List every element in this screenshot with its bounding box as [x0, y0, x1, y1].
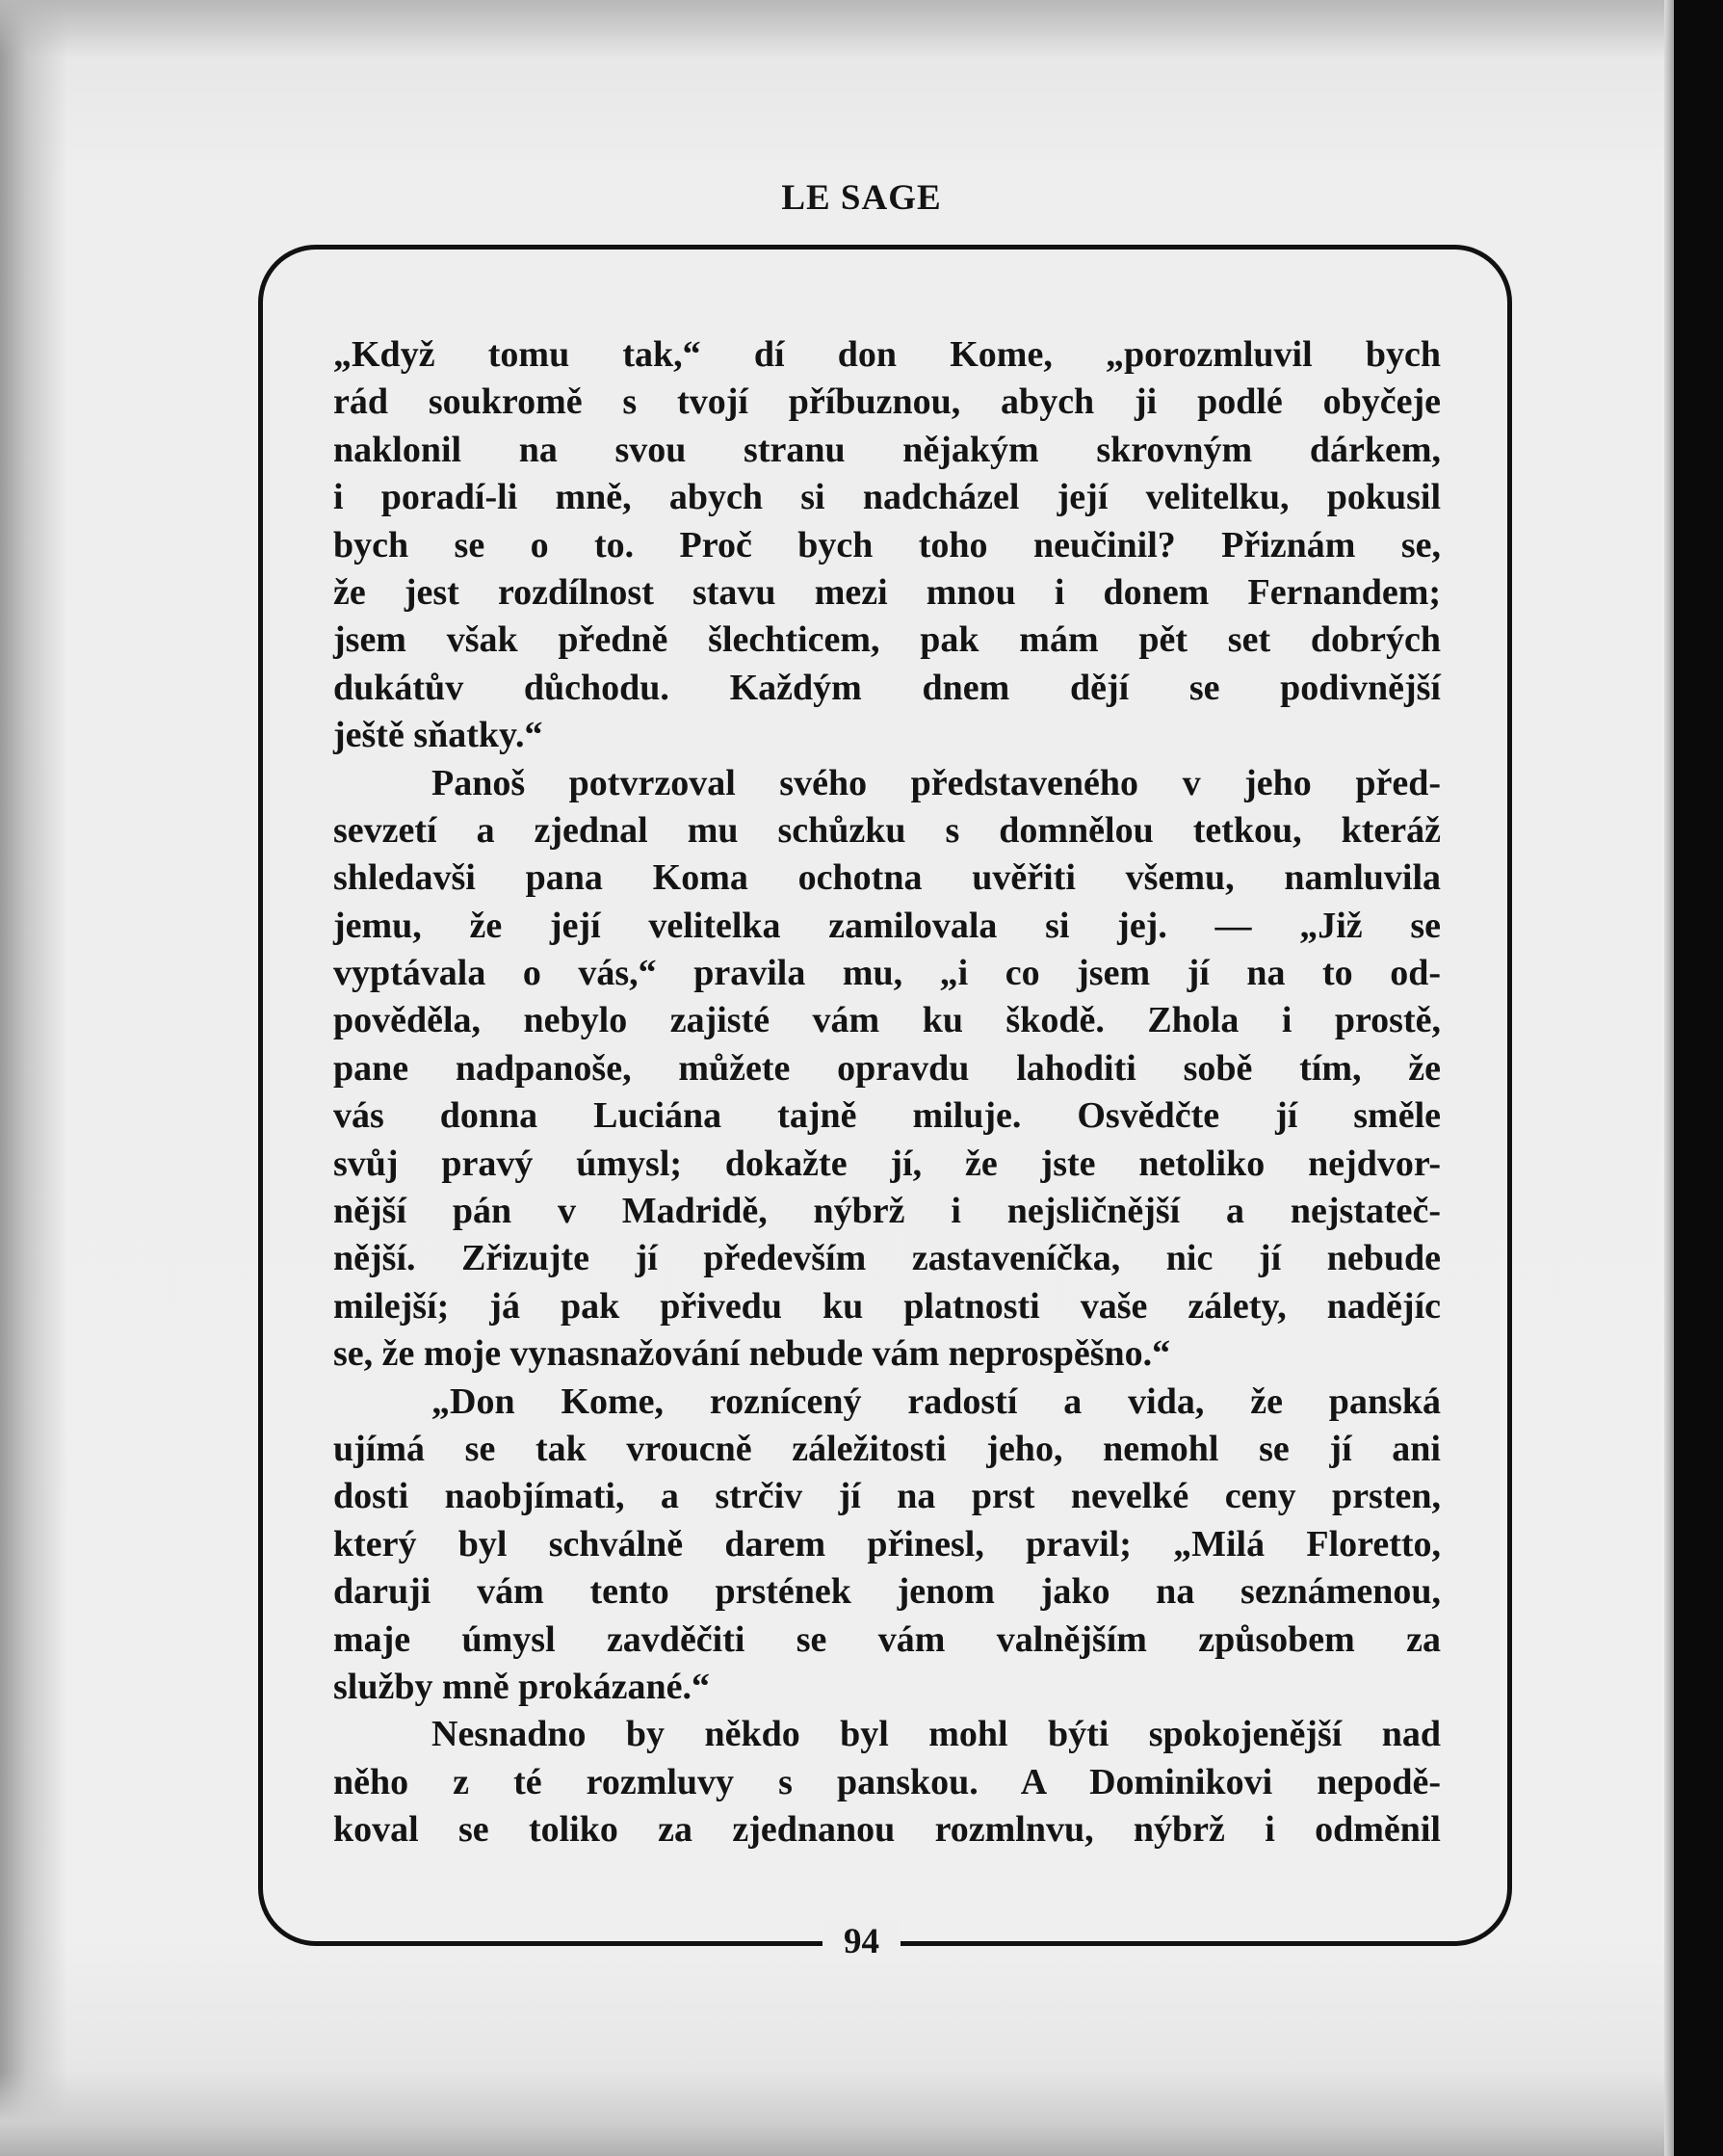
text-line: maje úmysl zavděčiti se vám valnějším způsobem za	[333, 1618, 1441, 1660]
text-line: pane nadpanoše, můžete opravdu lahoditi sobě tím, že	[333, 1047, 1441, 1089]
text-line: bych se o to. Proč bych toho neučinil? Přiznám se,	[333, 524, 1441, 565]
text-line: služby mně prokázané.“	[333, 1666, 710, 1707]
text-line: rád soukromě s tvojí příbuznou, abych ji podlé obyčeje	[333, 381, 1441, 423]
text-line: i poradí-li mně, abych si nadcházel její velitelku, pokusil	[333, 477, 1441, 518]
text-line: jemu, že její velitelka zamilovala si jej. — „Již se	[333, 905, 1441, 946]
body-text	[333, 331, 1441, 1854]
text-line: „Když tomu tak,“ dí don Kome, „porozmluvil bych	[333, 334, 1441, 375]
text-line: vyptávala o vás,“ pravila mu, „i co jsem jí na to od-	[333, 953, 1441, 994]
text-line: Nesnadno by někdo byl mohl býti spokojenější nad	[431, 1714, 1441, 1755]
scan-left-shadow	[0, 0, 67, 2156]
page-number-label: 94	[822, 1921, 901, 1962]
text-line: sevzetí a zjednal mu schůzku s domnělou tetkou, kteráž	[333, 809, 1441, 851]
page-number	[0, 1921, 1723, 1962]
text-line: něho z té rozmluvy s panskou. A Dominikovi nepodě-	[333, 1761, 1441, 1802]
running-head: LE SAGE	[781, 178, 942, 218]
text-line: pověděla, nebylo zajisté vám ku škodě. Zhola i prostě,	[333, 1000, 1441, 1041]
text-line: že jest rozdílnost stavu mezi mnou i donem Fernandem;	[333, 571, 1441, 613]
text-line: nější. Zřizujte jí především zastaveníčka, nic jí nebude	[333, 1238, 1441, 1279]
text-line: ještě sňatky.“	[333, 715, 543, 756]
scan-bottom-shadow	[0, 2071, 1674, 2156]
text-line: vás donna Luciána tajně miluje. Osvědčte jí směle	[333, 1095, 1441, 1137]
scan-right-black-border	[1674, 0, 1723, 2156]
text-line: daruji vám tento prstének jenom jako na seznámenou,	[333, 1571, 1441, 1613]
text-line: nější pán v Madridě, nýbrž i nejsličnější a nejstateč-	[333, 1191, 1441, 1232]
text-line: „Don Kome, roznícený radostí a vida, že panská	[431, 1380, 1441, 1422]
text-line: dosti naobjímati, a strčiv jí na prst nevelké ceny prsten,	[333, 1476, 1441, 1517]
text-line: naklonil na svou stranu nějakým skrovným dárkem,	[333, 429, 1441, 470]
scan-top-shadow	[0, 0, 1723, 58]
text-line: dukátův důchodu. Každým dnem dějí se podivnější	[333, 667, 1441, 708]
text-line: ujímá se tak vroucně záležitosti jeho, nemohl se jí ani	[333, 1428, 1441, 1469]
text-line: milejší; já pak přivedu ku platnosti vaše zálety, nadějíc	[333, 1285, 1441, 1327]
text-line: jsem však předně šlechticem, pak mám pět set dobrých	[333, 619, 1441, 661]
text-line: se, že moje vynasnažování nebude vám neprospěšno.“	[333, 1333, 1171, 1375]
text-line: který byl schválně darem přinesl, pravil; „Milá Floretto,	[333, 1523, 1441, 1564]
text-line: koval se toliko za zjednanou rozmlnvu, nýbrž i odměnil	[333, 1809, 1441, 1851]
text-line: shledavši pana Koma ochotna uvěřiti všemu, namluvila	[333, 857, 1441, 899]
text-line: Panoš potvrzoval svého představeného v jeho před-	[431, 762, 1441, 803]
text-line: svůj pravý úmysl; dokažte jí, že jste netoliko nejdvor-	[333, 1143, 1441, 1184]
